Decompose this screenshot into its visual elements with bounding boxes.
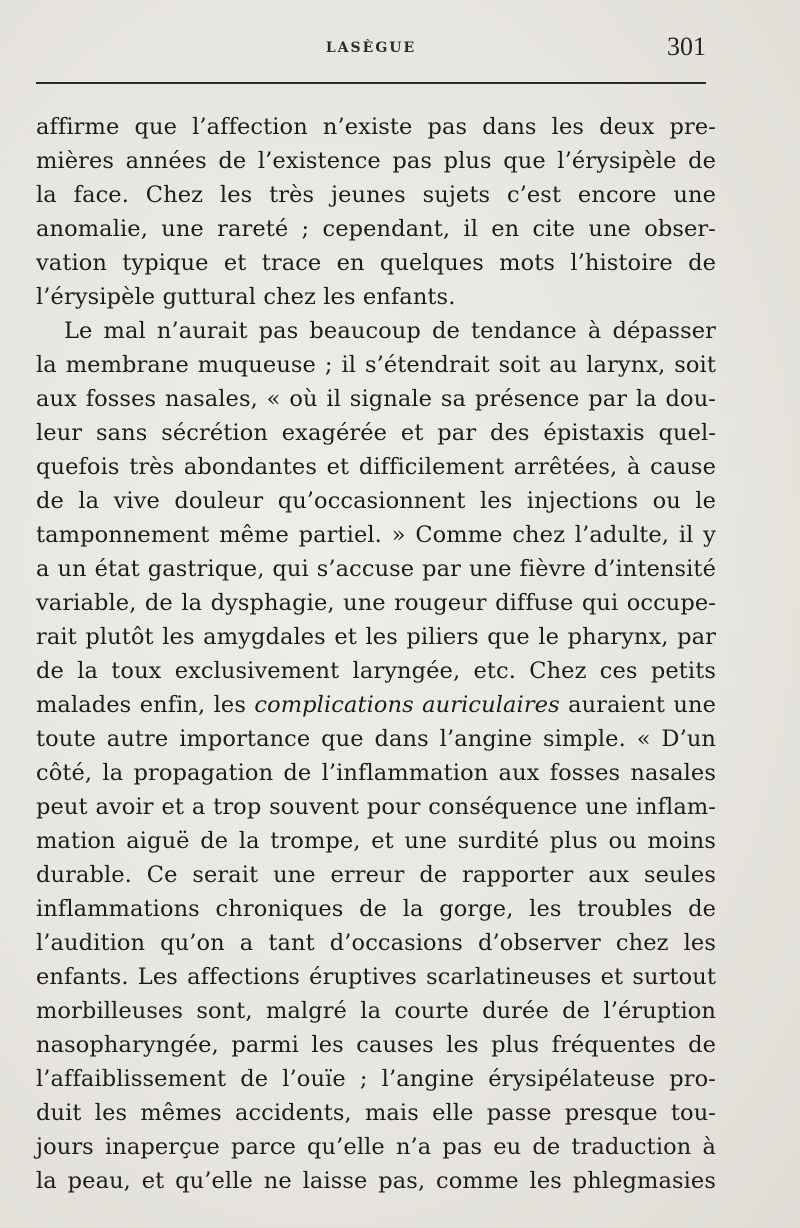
text-line: mières années de l’existence pas plus que l’érysipèle de [36,148,716,174]
page-header [36,30,706,70]
italic-phrase: complications auriculaires [254,692,560,718]
text-line: rait plutôt les amygdales et les piliers que le pharynx, par [36,624,716,650]
text-line: anomalie, une rareté ; cependant, il en cite une obser- [36,216,716,242]
text-line: vation typique et trace en quelques mots l’histoire de [36,250,716,276]
text-segment: auraient une [559,692,716,718]
text-line: variable, de la dysphagie, une rougeur diffuse qui occupe- [36,590,716,616]
text-line: côté, la propagation de l’inflammation aux fosses nasales [36,760,716,786]
text-line: morbilleuses sont, malgré la courte durée de l’éruption [36,998,716,1024]
text-line: l’érysipèle guttural chez les enfants. [36,284,456,310]
text-line: tamponnement même partiel. » Comme chez l’adulte, il y [36,522,716,548]
text-line: la membrane muqueuse ; il s’étendrait soit au larynx, soit [36,352,716,378]
text-line: aux fosses nasales, « où il signale sa présence par la dou- [36,386,716,412]
text-line: durable. Ce serait une erreur de rapporter aux seules [36,862,716,888]
text-line: peut avoir et a trop souvent pour conséquence une inflam- [36,794,716,820]
text-line: duit les mêmes accidents, mais elle passe presque tou- [36,1100,716,1126]
text-line: affirme que l’affection n’existe pas dans les deux pre- [36,114,716,140]
text-line: l’audition qu’on a tant d’occasions d’observer chez les [36,930,716,956]
text-line: jours inaperçue parce qu’elle n’a pas eu de traduction à [36,1134,716,1160]
text-segment: malades enfin, les [36,692,255,718]
text-line: inflammations chroniques de la gorge, les troubles de [36,896,716,922]
text-line: la face. Chez les très jeunes sujets c’est encore une [36,182,716,208]
text-line: nasopharyngée, parmi les causes les plus fréquentes de [36,1032,716,1058]
page-number: 301 [667,32,706,61]
body-text [36,110,716,1198]
text-line: enfants. Les affections éruptives scarlatineuses et surtout [36,964,716,990]
text-line-mixed [36,688,716,722]
text-line: a un état gastrique, qui s’accuse par une fièvre d’intensité [36,556,716,582]
header-rule [36,82,706,84]
text-line: la peau, et qu’elle ne laisse pas, comme les phlegmasies [36,1168,716,1194]
running-head: LASÈGUE [325,40,417,56]
text-line: toute autre importance que dans l’angine simple. « D’un [36,726,716,752]
text-line: mation aiguë de la trompe, et une surdité plus ou moins [36,828,716,854]
text-line: quefois très abondantes et difficilement arrêtées, à cause [36,454,716,480]
text-line: Le mal n’aurait pas beaucoup de tendance à dépasser [64,318,716,344]
text-line: leur sans sécrétion exagérée et par des épistaxis quel- [36,420,716,446]
text-line: de la toux exclusivement laryngée, etc. Chez ces petits [36,658,716,684]
text-line: de la vive douleur qu’occasionnent les injections ou le [36,488,716,514]
text-line: l’affaiblissement de l’ouïe ; l’angine érysipélateuse pro- [36,1066,716,1092]
